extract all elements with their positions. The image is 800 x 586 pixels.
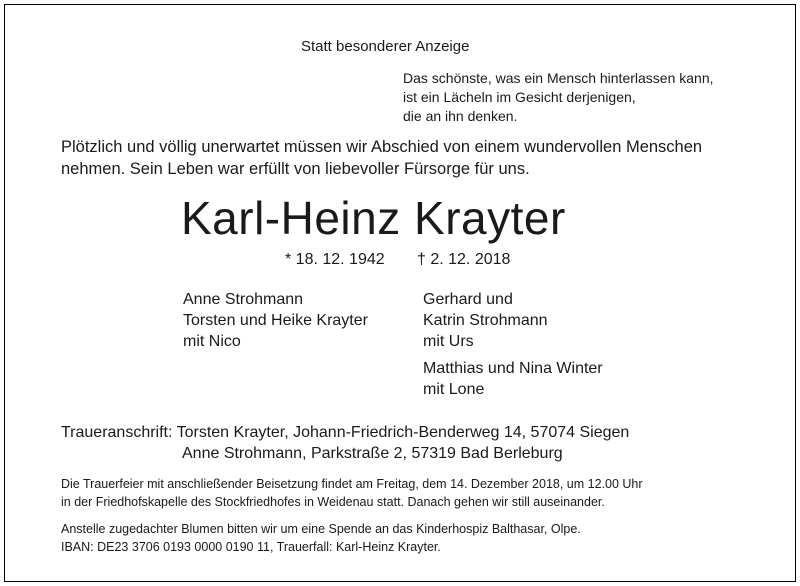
donation-line: Anstelle zugedachter Blumen bitten wir um eine Spende an das Kinderhospiz Balthasar, Olpe. (61, 522, 581, 536)
death-date: † 2. 12. 2018 (417, 251, 511, 268)
memorial-quote (403, 69, 714, 126)
address-line: Anne Strohmann, Parkstraße 2, 57319 Bad Berleburg (182, 445, 563, 462)
donation-info (61, 520, 581, 556)
donation-line: IBAN: DE23 3706 0193 0000 0190 11, Trauerfall: Karl-Heinz Krayter. (61, 540, 441, 554)
obituary-notice (4, 4, 796, 582)
quote-line: ist ein Lächeln im Gesicht derjenigen, (403, 89, 636, 105)
family-member: mit Urs (423, 333, 474, 350)
birth-date: * 18. 12. 1942 (285, 251, 385, 268)
family-list-right (423, 289, 603, 400)
intro-line: nehmen. Sein Leben war erfüllt von liebevoller Fürsorge für uns. (61, 160, 530, 178)
funeral-service-info (61, 475, 643, 511)
family-member: Anne Strohmann (183, 291, 304, 308)
service-line: in der Friedhofskapelle des Stockfriedhofes in Weidenau statt. Danach gehen wir still auseinander. (61, 495, 605, 509)
address-line: Traueranschrift: Torsten Krayter, Johann-Friedrich-Benderweg 14, 57074 Siegen (61, 424, 630, 441)
family-list-left (183, 289, 368, 352)
family-member: Matthias und Nina Winter (423, 360, 603, 377)
quote-line: Das schönste, was ein Mensch hinterlassen kann, (403, 70, 714, 86)
family-member: Gerhard und (423, 291, 513, 308)
quote-line: die an ihn denken. (403, 108, 518, 124)
deceased-name: Karl-Heinz Krayter (181, 192, 566, 244)
family-member: mit Nico (183, 333, 241, 350)
service-line: Die Trauerfeier mit anschließender Beisetzung findet am Freitag, dem 14. Dezember 2018, um 12.00 Uhr (61, 477, 643, 491)
family-member: Torsten und Heike Krayter (183, 312, 368, 329)
intro-line: Plötzlich und völlig unerwartet müssen wir Abschied von einem wundervollen Menschen (61, 138, 703, 156)
mourning-address (61, 422, 629, 464)
notice-heading: Statt besonderer Anzeige (301, 38, 470, 55)
family-member: Katrin Strohmann (423, 312, 548, 329)
intro-text (61, 136, 702, 180)
family-member: mit Lone (423, 381, 485, 398)
